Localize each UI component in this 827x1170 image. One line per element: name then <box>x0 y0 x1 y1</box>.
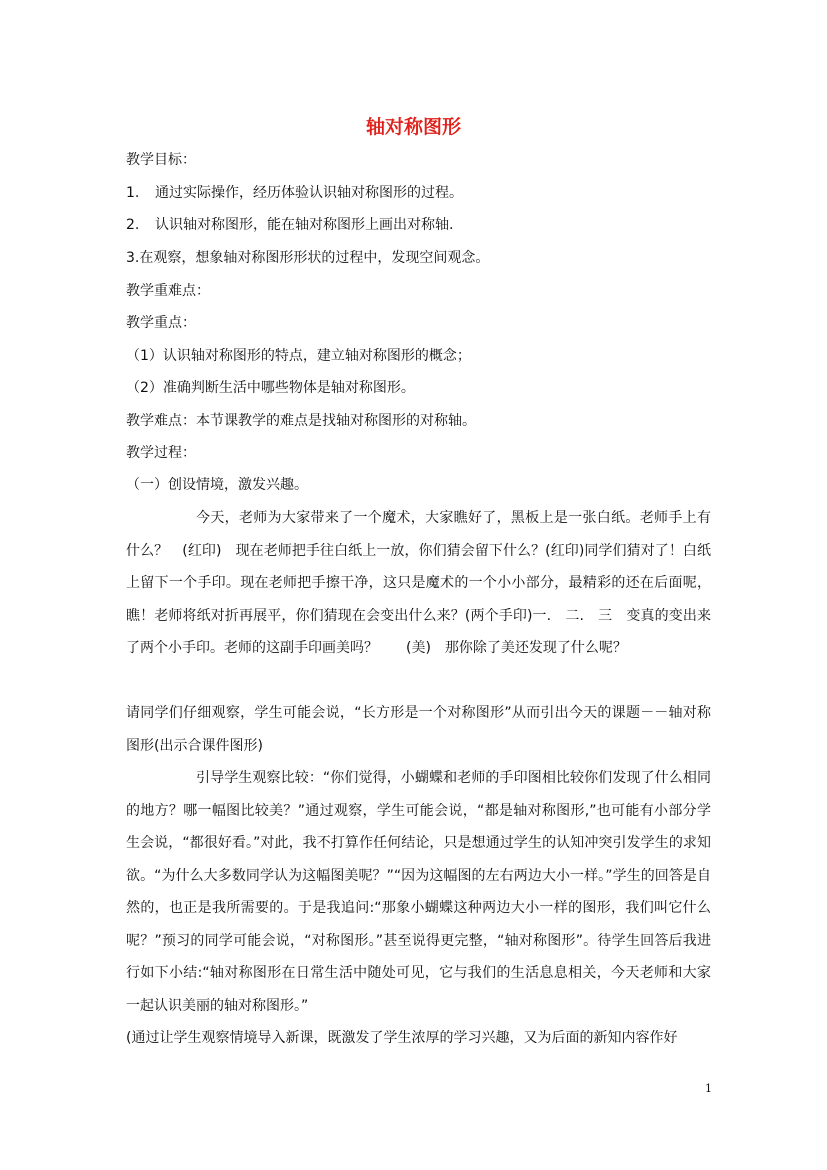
page-number: 1 <box>705 1082 712 1095</box>
key-point-item-1: （1）认识轴对称图形的特点，建立轴对称图形的概念； <box>126 348 471 364</box>
body-paragraph-3: 引导学生观察比较：“你们觉得，小蝴蝶和老师的手印图相比较你们发现了什么相同的地方？哪一幅图比较美？”通过观察，学生可能会说，“都是轴对称图形,”也可能有小部分学生会说，“都很好看。”对此，我不打算作任何结论，只是想通过学生的认知冲突引发学生的求知欲。“为什么大多数同学认为这幅图美呢？”“因为这幅图的左右两边大小一样。”学生的回答是自然的，也正是我所需要的。于是我追问:“那象小蝴蝶这种两边大小一样的图形，我们叫它什么呢？”预习的同学可能会说，“对称图形。”甚至说得更完整，“轴对称图形”。待学生回答后我进行如下小结:“轴对称图形在日常生活中随处可见，它与我们的生活息息相关，今天老师和大家一起认识美丽的轴对称图形。” <box>126 770 711 1014</box>
key-difficult-heading: 教学重难点： <box>126 283 210 299</box>
key-point-item-2: （2）准确判断生活中哪些物体是轴对称图形。 <box>126 380 415 396</box>
difficulty-line: 教学难点：本节课教学的难点是找轴对称图形的对称轴。 <box>126 413 476 429</box>
process-heading: 教学过程： <box>126 445 196 461</box>
objective-item-3: 3.在观察，想象轴对称图形形状的过程中，发现空间观念。 <box>126 250 490 266</box>
objectives-heading: 教学目标： <box>126 152 196 168</box>
objective-item-1 <box>126 183 463 203</box>
body-paragraph-1: 今天，老师为大家带来了一个魔术，大家瞧好了，黑板上是一张白纸。老师手上有什么？ (红印) 现在老师把手往白纸上一放，你们猜会留下什么？(红印)同学们猜对了！白纸上留下一个手印。现在老师把手擦干净，这只是魔术的一个小小部分，最精彩的还在后面呢，瞧！老师将纸对折再展平，你们猜现在会变出什么来？(两个手印)一. 二. 三 变真的变出来了两个小手印。老师的这副手印画美吗？ (美) 那你除了美还发现了什么呢？ <box>126 510 711 656</box>
objective-text: 通过实际操作，经历体验认识轴对称图形的过程。 <box>155 185 463 201</box>
key-points-heading: 教学重点： <box>126 315 196 331</box>
page-title: 轴对称图形 <box>365 116 461 138</box>
objective-number: 1. <box>126 185 140 201</box>
body-paragraph-2: 请同学们仔细观察，学生可能会说，“长方形是一个对称图形”从而引出今天的课题－－轴对称图形(出示合课件图形) <box>126 705 711 754</box>
section-heading: （一）创设情境，激发兴趣。 <box>126 477 308 493</box>
objective-text: 认识轴对称图形，能在轴对称图形上画出对称轴. <box>155 217 454 233</box>
objective-item-2 <box>126 215 453 235</box>
objective-number: 2. <box>126 217 140 233</box>
body-paragraph-4: (通过让学生观察情境导入新课，既激发了学生浓厚的学习兴趣，又为后面的新知内容作好 <box>126 1030 678 1046</box>
